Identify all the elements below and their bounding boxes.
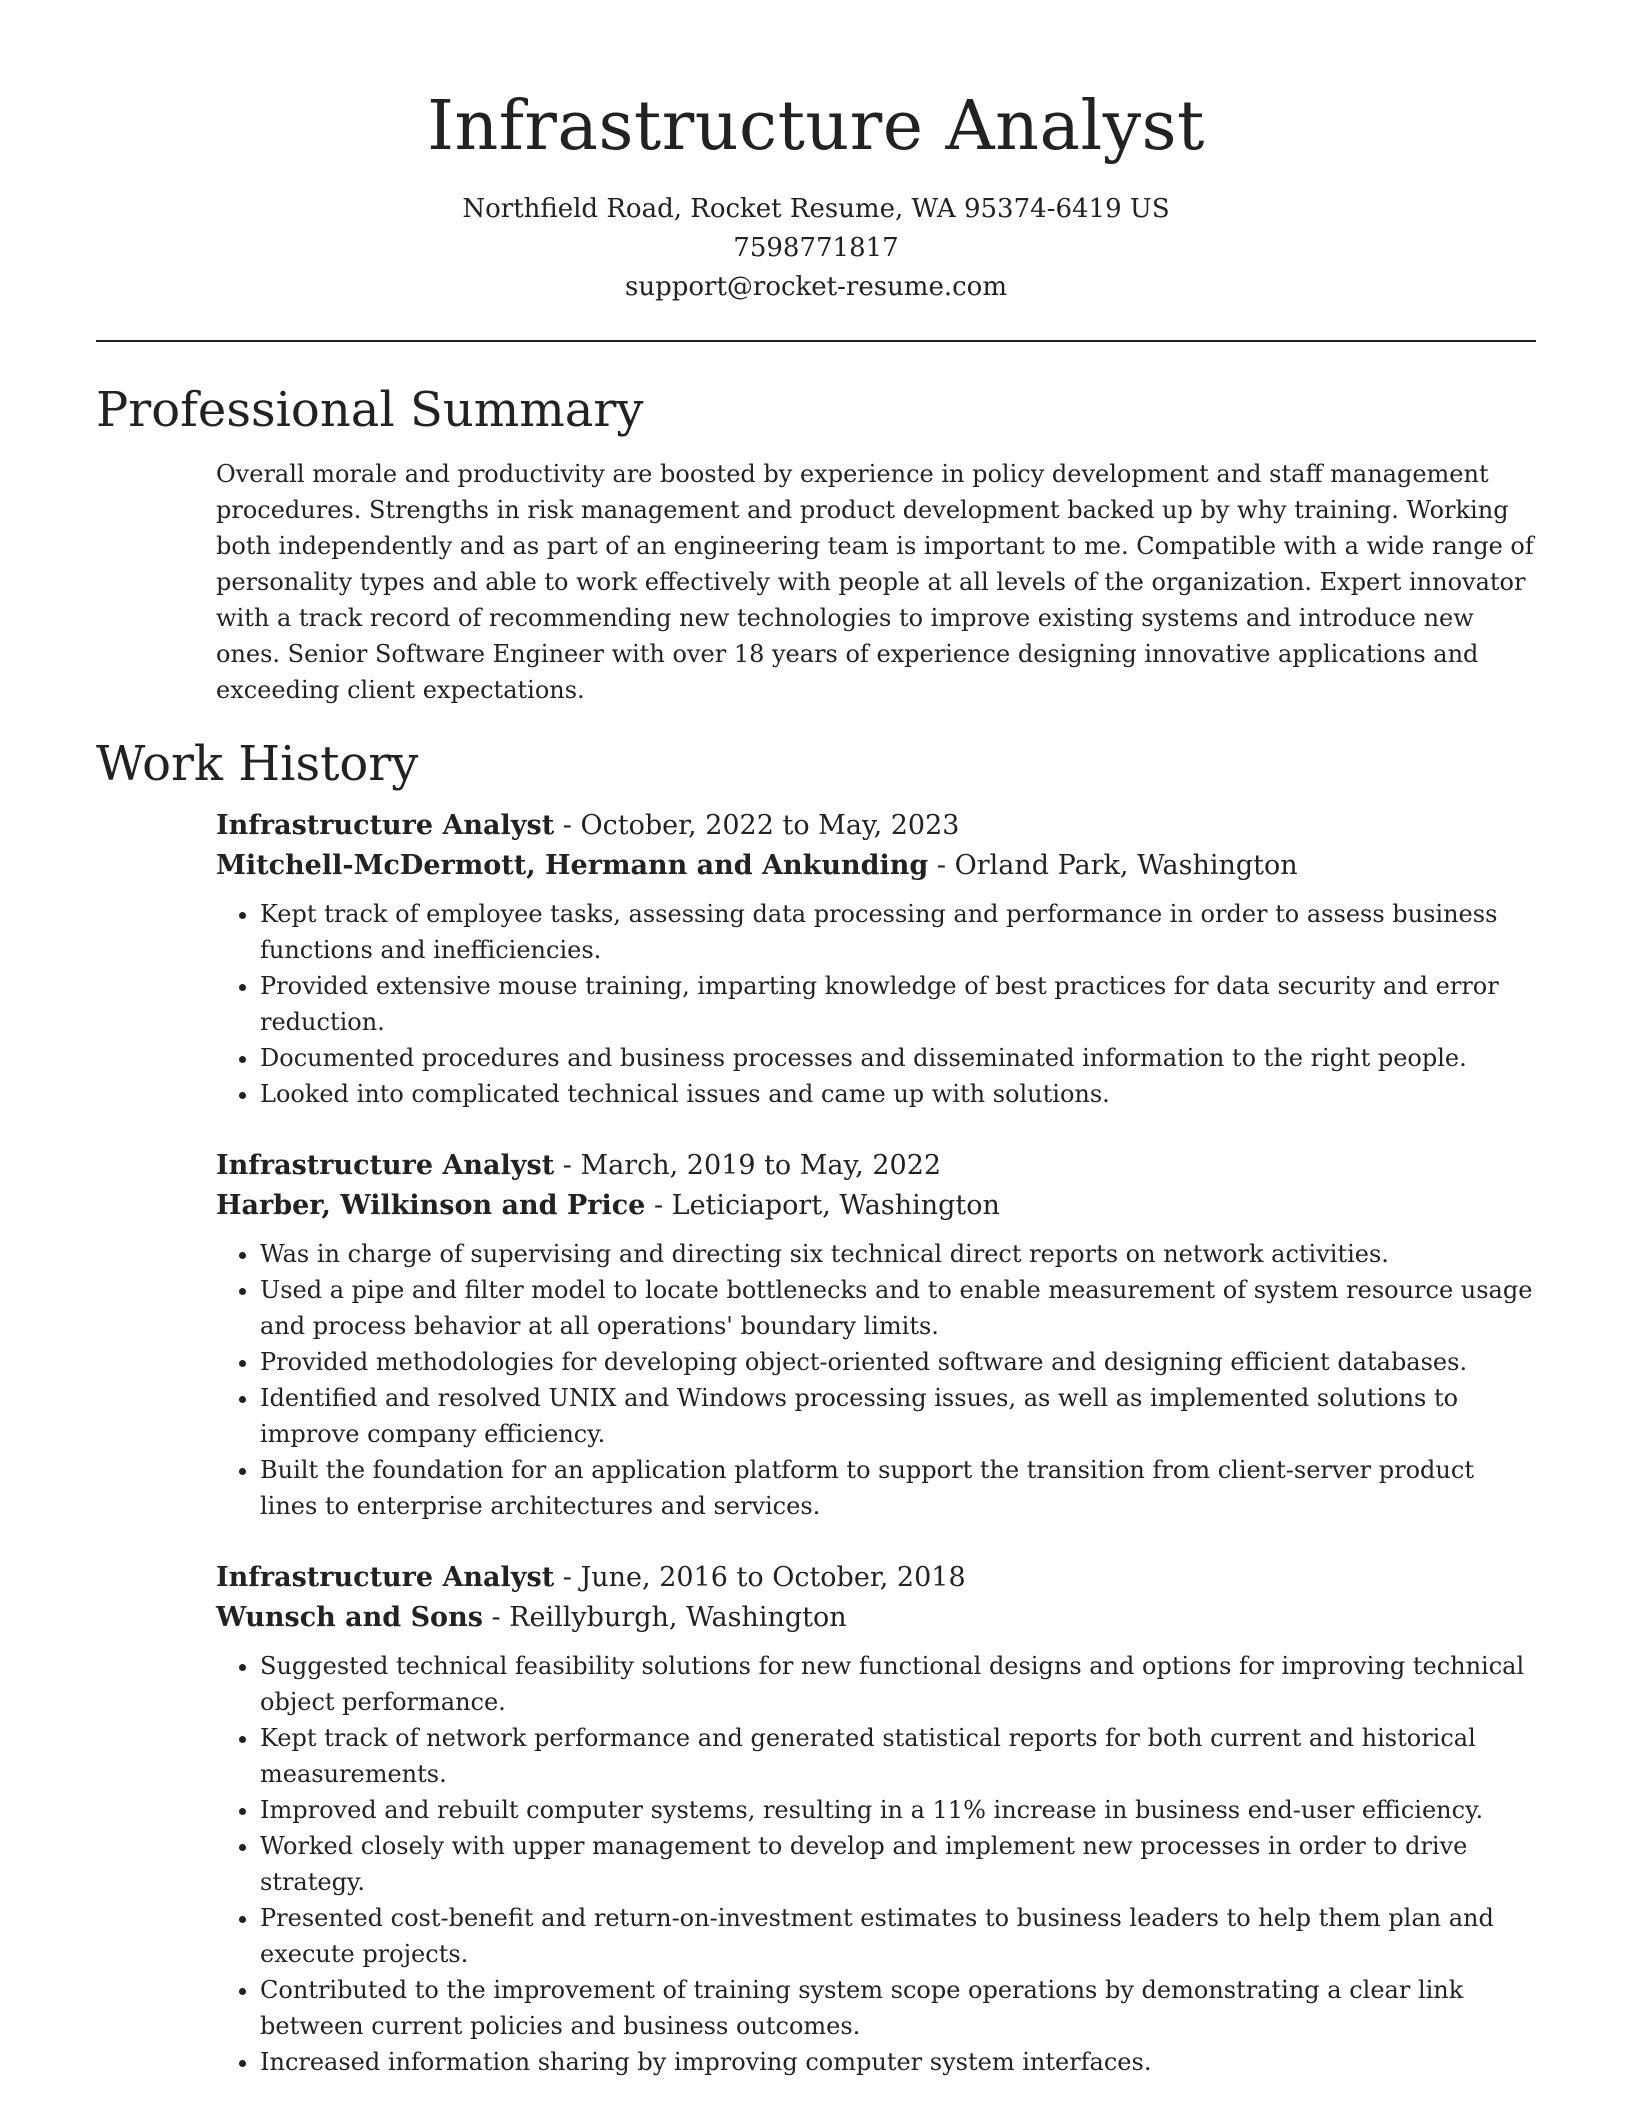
job-bullet: • Provided methodologies for developing object-oriented software and designing efficient databases. bbox=[260, 1344, 1536, 1380]
summary-text: Overall morale and productivity are boosted by experience in policy development and staff management procedures. Strengths in risk management and product development backed up by why training. Working both independently and as part of an engineering team is important to me. Compatible with a wide range of personality types and able to work effectively with people at all levels of the organization. Expert innovator with a track record of recommending new technologies to improve existing systems and introduce new ones. Senior Software Engineer with over 18 years of experience designing innovative applications and exceeding client expectations. bbox=[216, 460, 1534, 704]
job-bullet: • Used a pipe and filter model to locate bottlenecks and to enable measurement of system resource usage and process behavior at all operations' boundary limits. bbox=[260, 1272, 1536, 1344]
job-entry bbox=[216, 806, 1536, 1112]
job-title: Infrastructure Analyst bbox=[216, 1562, 555, 1593]
job-title: Infrastructure Analyst bbox=[216, 810, 555, 841]
work-history-section bbox=[96, 734, 1536, 2080]
job-company-line bbox=[216, 1186, 1536, 1226]
job-bullet: • Kept track of employee tasks, assessing data processing and performance in order to assess business functions and inefficiencies. bbox=[260, 896, 1536, 968]
resume-header bbox=[0, 0, 1632, 307]
job-bullets bbox=[216, 1236, 1536, 1524]
job-title-line bbox=[216, 1558, 1536, 1598]
job-bullet: • Provided extensive mouse training, imparting knowledge of best practices for data security and error reduction. bbox=[260, 968, 1536, 1040]
job-location: - Orland Park, Washington bbox=[928, 850, 1298, 881]
job-bullet: • Presented cost-benefit and return-on-investment estimates to business leaders to help them plan and execute projects. bbox=[260, 1900, 1536, 1972]
job-location: - Leticiaport, Washington bbox=[645, 1190, 1000, 1221]
phone: 7598771817 bbox=[733, 233, 899, 263]
candidate-name: Infrastructure Analyst bbox=[427, 87, 1205, 166]
address: Northfield Road, Rocket Resume, WA 95374-6419 US bbox=[462, 194, 1170, 224]
header-divider bbox=[96, 340, 1536, 342]
job-company: Harber, Wilkinson and Price bbox=[216, 1190, 646, 1221]
job-bullets bbox=[216, 896, 1536, 1112]
section-title-summary: Professional Summary bbox=[96, 382, 644, 438]
job-dates: - October, 2022 to May, 2023 bbox=[554, 810, 960, 841]
section-title-work-history: Work History bbox=[96, 736, 419, 792]
job-title-line bbox=[216, 806, 1536, 846]
job-bullet: • Increased information sharing by improving computer system interfaces. bbox=[260, 2044, 1536, 2080]
job-company-line bbox=[216, 1598, 1536, 1638]
job-company-line bbox=[216, 846, 1536, 886]
job-bullet: • Built the foundation for an application platform to support the transition from client-server product lines to enterprise architectures and services. bbox=[260, 1452, 1536, 1524]
job-title: Infrastructure Analyst bbox=[216, 1150, 555, 1181]
job-bullet: • Kept track of network performance and generated statistical reports for both current and historical measurements. bbox=[260, 1720, 1536, 1792]
job-bullet: • Was in charge of supervising and directing six technical direct reports on network activities. bbox=[260, 1236, 1536, 1272]
job-entry bbox=[216, 1558, 1536, 2080]
job-bullet: • Looked into complicated technical issues and came up with solutions. bbox=[260, 1076, 1536, 1112]
job-company: Wunsch and Sons bbox=[216, 1602, 483, 1633]
job-bullets bbox=[216, 1648, 1536, 2080]
email: support@rocket-resume.com bbox=[624, 272, 1007, 302]
job-bullet: • Contributed to the improvement of training system scope operations by demonstrating a clear link between current policies and business outcomes. bbox=[260, 1972, 1536, 2044]
job-title-line bbox=[216, 1146, 1536, 1186]
job-entry bbox=[216, 1146, 1536, 1524]
job-bullet: • Worked closely with upper management to develop and implement new processes in order to drive strategy. bbox=[260, 1828, 1536, 1900]
job-dates: - June, 2016 to October, 2018 bbox=[554, 1562, 966, 1593]
job-bullet: • Documented procedures and business processes and disseminated information to the right people. bbox=[260, 1040, 1536, 1076]
job-dates: - March, 2019 to May, 2022 bbox=[554, 1150, 942, 1181]
job-location: - Reillyburgh, Washington bbox=[482, 1602, 847, 1633]
job-bullet: • Improved and rebuilt computer systems, resulting in a 11% increase in business end-user efficiency. bbox=[260, 1792, 1536, 1828]
professional-summary-section bbox=[96, 380, 1536, 708]
job-bullet: • Identified and resolved UNIX and Windows processing issues, as well as implemented solutions to improve company efficiency. bbox=[260, 1380, 1536, 1452]
job-company: Mitchell-McDermott, Hermann and Ankunding bbox=[216, 850, 929, 881]
job-bullet: • Suggested technical feasibility solutions for new functional designs and options for improving technical object performance. bbox=[260, 1648, 1536, 1720]
contact-info bbox=[0, 190, 1632, 307]
